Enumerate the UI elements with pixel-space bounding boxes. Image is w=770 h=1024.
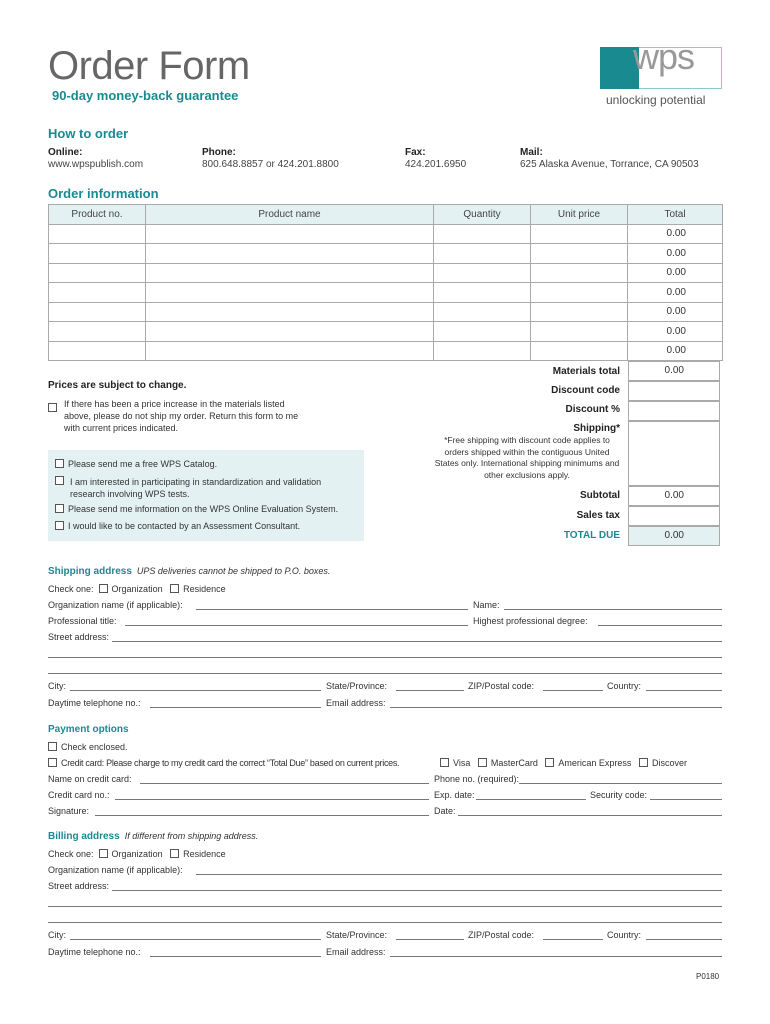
fax-value: 424.201.6950 bbox=[405, 159, 467, 170]
shipping-note: *Free shipping with discount code applies to orders shipped within the contiguous United States only. International shipping minimums and other exclusions apply. bbox=[434, 435, 620, 480]
table-row bbox=[49, 341, 723, 361]
exp-date-label: Exp. date: bbox=[434, 790, 475, 800]
bill-street-label: Street address: bbox=[48, 881, 110, 891]
visa-checkbox[interactable] bbox=[440, 758, 449, 767]
bill-country-field[interactable] bbox=[646, 939, 722, 940]
fax-label: Fax: bbox=[405, 147, 426, 158]
total-cell: 0.00 bbox=[628, 283, 723, 303]
discover-checkbox[interactable] bbox=[639, 758, 648, 767]
ship-street-line-2[interactable] bbox=[48, 657, 722, 658]
materials-total-label: Materials total bbox=[552, 366, 620, 377]
billing-heading: Billing address bbox=[48, 831, 120, 842]
consultant-option[interactable] bbox=[55, 521, 300, 531]
shipping-note: UPS deliveries cannot be shipped to P.O. boxes. bbox=[136, 566, 331, 576]
consultant-option-label: I would like to be contacted by an Assessment Consultant. bbox=[68, 521, 301, 531]
ship-city-field[interactable] bbox=[70, 690, 321, 691]
bill-phone-label: Daytime telephone no.: bbox=[48, 947, 141, 957]
pay-phone-field[interactable] bbox=[519, 783, 722, 784]
table-row bbox=[49, 302, 723, 322]
organization-checkbox[interactable] bbox=[99, 849, 108, 858]
check-enclosed-option[interactable] bbox=[48, 742, 128, 752]
online-value[interactable]: www.wpspublish.com bbox=[48, 159, 144, 170]
ship-degree-label: Highest professional degree: bbox=[473, 616, 588, 626]
order-table-header bbox=[49, 205, 723, 225]
sales-tax-label: Sales tax bbox=[576, 510, 620, 521]
residence-checkbox[interactable] bbox=[170, 584, 179, 593]
security-code-label: Security code: bbox=[590, 790, 648, 800]
billing-note: If different from shipping address. bbox=[124, 831, 259, 841]
ship-street-field[interactable] bbox=[112, 641, 722, 642]
mail-label: Mail: bbox=[520, 147, 543, 158]
mastercard-label: MasterCard bbox=[490, 758, 538, 768]
total-cell: 0.00 bbox=[628, 263, 723, 283]
total-cell: 0.00 bbox=[628, 224, 723, 244]
shipping-field[interactable] bbox=[628, 421, 720, 486]
subtotal-value: 0.00 bbox=[628, 486, 720, 506]
phone-value: 800.648.8857 or 424.201.8800 bbox=[202, 159, 339, 170]
page-title: Order Form bbox=[48, 44, 250, 88]
ship-zip-label: ZIP/Postal code: bbox=[468, 681, 535, 691]
product-name-cell[interactable] bbox=[146, 244, 434, 264]
bill-state-field[interactable] bbox=[396, 939, 464, 940]
discount-code-field[interactable] bbox=[628, 381, 720, 401]
shipping-heading-row bbox=[48, 566, 330, 577]
unit-price-cell[interactable] bbox=[531, 224, 628, 244]
billing-check-one bbox=[48, 849, 226, 859]
phone-label: Phone: bbox=[202, 147, 236, 158]
quantity-cell[interactable] bbox=[434, 302, 531, 322]
unit-price-cell[interactable] bbox=[531, 263, 628, 283]
discover-label: Discover bbox=[651, 758, 687, 768]
total-cell: 0.00 bbox=[628, 244, 723, 264]
order-table bbox=[48, 204, 723, 361]
ship-email-label: Email address: bbox=[326, 698, 386, 708]
unit-price-cell[interactable] bbox=[531, 341, 628, 361]
card-no-field[interactable] bbox=[115, 799, 429, 800]
quantity-cell[interactable] bbox=[434, 263, 531, 283]
price-increase-text: If there has been a price increase in the materials listed above, please do not ship my order. Return this form to me with current prices indicated. bbox=[64, 399, 299, 433]
total-due-label: TOTAL DUE bbox=[563, 530, 620, 541]
ship-phone-field[interactable] bbox=[150, 707, 321, 708]
security-code-field[interactable] bbox=[650, 799, 722, 800]
product-no-cell[interactable] bbox=[49, 263, 146, 283]
col-product-name: Product name bbox=[146, 205, 434, 225]
subtotal-label: Subtotal bbox=[580, 490, 620, 501]
product-name-cell[interactable] bbox=[146, 322, 434, 342]
unit-price-cell[interactable] bbox=[531, 302, 628, 322]
quantity-cell[interactable] bbox=[434, 322, 531, 342]
online-eval-option[interactable] bbox=[55, 504, 338, 514]
ship-degree-field[interactable] bbox=[598, 625, 722, 626]
ship-country-label: Country: bbox=[607, 681, 642, 691]
bill-city-field[interactable] bbox=[70, 939, 321, 940]
checkbox-icon[interactable] bbox=[48, 742, 57, 751]
amex-label: American Express bbox=[558, 758, 632, 768]
bill-email-field[interactable] bbox=[390, 956, 722, 957]
check-enclosed-label: Check enclosed. bbox=[61, 742, 128, 752]
col-unit-price: Unit price bbox=[531, 205, 628, 225]
research-option-label: I am interested in participating in standardization and validation research involving WPS tests. bbox=[70, 477, 322, 499]
table-row bbox=[49, 263, 723, 283]
organization-label: Organization bbox=[111, 849, 163, 859]
bill-country-label: Country: bbox=[607, 930, 642, 940]
total-cell: 0.00 bbox=[628, 341, 723, 361]
name-on-card-field[interactable] bbox=[140, 783, 429, 784]
table-row bbox=[49, 322, 723, 342]
pay-phone-label: Phone no. (required): bbox=[434, 774, 520, 784]
credit-card-option[interactable] bbox=[48, 758, 399, 768]
bill-zip-field[interactable] bbox=[543, 939, 603, 940]
page-subtitle: 90-day money-back guarantee bbox=[52, 88, 239, 103]
name-on-card-label: Name on credit card: bbox=[48, 774, 132, 784]
ship-street-label: Street address: bbox=[48, 632, 110, 642]
card-types bbox=[440, 758, 687, 768]
col-product-no: Product no. bbox=[49, 205, 146, 225]
checkbox-icon[interactable] bbox=[55, 476, 64, 485]
col-total: Total bbox=[628, 205, 723, 225]
checkbox-icon[interactable] bbox=[55, 504, 64, 513]
date-field[interactable] bbox=[458, 815, 722, 816]
checkbox-icon[interactable] bbox=[48, 403, 57, 412]
bill-state-label: State/Province: bbox=[326, 930, 388, 940]
bill-org-name-label: Organization name (if applicable): bbox=[48, 865, 183, 875]
residence-checkbox[interactable] bbox=[170, 849, 179, 858]
card-no-label: Credit card no.: bbox=[48, 790, 110, 800]
check-one-label: Check one: bbox=[48, 584, 94, 594]
table-row bbox=[49, 224, 723, 244]
total-due-value: 0.00 bbox=[628, 526, 720, 546]
bill-org-name-field[interactable] bbox=[196, 874, 722, 875]
product-name-cell[interactable] bbox=[146, 283, 434, 303]
unit-price-cell[interactable] bbox=[531, 244, 628, 264]
residence-label: Residence bbox=[183, 584, 226, 594]
billing-heading-row bbox=[48, 831, 258, 842]
quantity-cell[interactable] bbox=[434, 224, 531, 244]
discount-pct-label: Discount % bbox=[565, 404, 620, 415]
ship-title-field[interactable] bbox=[125, 625, 468, 626]
form-code: P0180 bbox=[696, 972, 720, 981]
ship-name-field[interactable] bbox=[504, 609, 722, 610]
quantity-cell[interactable] bbox=[434, 244, 531, 264]
ship-zip-field[interactable] bbox=[543, 690, 603, 691]
ship-org-name-label: Organization name (if applicable): bbox=[48, 600, 183, 610]
signature-label: Signature: bbox=[48, 806, 90, 816]
online-label: Online: bbox=[48, 147, 83, 158]
ship-org-name-field[interactable] bbox=[196, 609, 468, 610]
ship-street-line-3[interactable] bbox=[48, 673, 722, 674]
payment-heading: Payment options bbox=[48, 724, 129, 735]
product-name-cell[interactable] bbox=[146, 341, 434, 361]
ship-phone-label: Daytime telephone no.: bbox=[48, 698, 141, 708]
quantity-cell[interactable] bbox=[434, 283, 531, 303]
residence-label: Residence bbox=[183, 849, 226, 859]
ship-country-field[interactable] bbox=[646, 690, 722, 691]
product-no-cell[interactable] bbox=[49, 322, 146, 342]
research-option[interactable] bbox=[55, 476, 68, 486]
signature-field[interactable] bbox=[95, 815, 429, 816]
sales-tax-field[interactable] bbox=[628, 506, 720, 526]
date-label: Date: bbox=[434, 806, 456, 816]
unit-price-cell[interactable] bbox=[531, 322, 628, 342]
materials-total-value: 0.00 bbox=[628, 361, 720, 381]
mastercard-checkbox[interactable] bbox=[478, 758, 487, 767]
ship-name-label: Name: bbox=[473, 600, 500, 610]
bill-street-line-3[interactable] bbox=[48, 922, 722, 923]
ship-state-field[interactable] bbox=[396, 690, 464, 691]
bill-email-label: Email address: bbox=[326, 947, 386, 957]
prices-heading: Prices are subject to change. bbox=[48, 380, 187, 391]
price-increase-checkbox[interactable] bbox=[48, 398, 61, 416]
col-quantity: Quantity bbox=[434, 205, 531, 225]
organization-checkbox[interactable] bbox=[99, 584, 108, 593]
product-no-cell[interactable] bbox=[49, 244, 146, 264]
checkbox-icon[interactable] bbox=[55, 459, 64, 468]
total-cell: 0.00 bbox=[628, 322, 723, 342]
logo-tagline: unlocking potential bbox=[606, 93, 706, 107]
ship-state-label: State/Province: bbox=[326, 681, 388, 691]
product-no-cell[interactable] bbox=[49, 283, 146, 303]
table-row bbox=[49, 283, 723, 303]
exp-date-field[interactable] bbox=[476, 799, 586, 800]
product-no-cell[interactable] bbox=[49, 224, 146, 244]
bill-street-field[interactable] bbox=[112, 890, 722, 891]
table-row bbox=[49, 244, 723, 264]
product-name-cell[interactable] bbox=[146, 224, 434, 244]
bill-city-label: City: bbox=[48, 930, 66, 940]
shipping-check-one bbox=[48, 584, 226, 594]
ship-city-label: City: bbox=[48, 681, 66, 691]
checkbox-icon[interactable] bbox=[48, 758, 57, 767]
ship-title-label: Professional title: bbox=[48, 616, 117, 626]
mail-value: 625 Alaska Avenue, Torrance, CA 90503 bbox=[520, 159, 699, 170]
bill-street-line-2[interactable] bbox=[48, 906, 722, 907]
bill-phone-field[interactable] bbox=[150, 956, 321, 957]
catalog-option-label: Please send me a free WPS Catalog. bbox=[68, 459, 218, 469]
product-name-cell[interactable] bbox=[146, 263, 434, 283]
check-one-label: Check one: bbox=[48, 849, 94, 859]
organization-label: Organization bbox=[111, 584, 163, 594]
shipping-label: Shipping* bbox=[573, 423, 620, 434]
discount-pct-field[interactable] bbox=[628, 401, 720, 421]
product-no-cell[interactable] bbox=[49, 302, 146, 322]
checkbox-icon[interactable] bbox=[55, 521, 64, 530]
shipping-heading: Shipping address bbox=[48, 566, 132, 577]
logo-text: wps bbox=[633, 36, 695, 77]
unit-price-cell[interactable] bbox=[531, 283, 628, 303]
product-name-cell[interactable] bbox=[146, 302, 434, 322]
amex-checkbox[interactable] bbox=[545, 758, 554, 767]
total-cell: 0.00 bbox=[628, 302, 723, 322]
ship-email-field[interactable] bbox=[390, 707, 722, 708]
bill-zip-label: ZIP/Postal code: bbox=[468, 930, 535, 940]
visa-label: Visa bbox=[453, 758, 471, 768]
quantity-cell[interactable] bbox=[434, 341, 531, 361]
how-to-order-heading: How to order bbox=[48, 126, 129, 141]
product-no-cell[interactable] bbox=[49, 341, 146, 361]
order-info-heading: Order information bbox=[48, 186, 159, 201]
discount-code-label: Discount code bbox=[551, 385, 620, 396]
catalog-option[interactable] bbox=[55, 459, 217, 469]
online-eval-option-label: Please send me information on the WPS Online Evaluation System. bbox=[68, 504, 339, 514]
credit-card-label: Credit card: Please charge to my credit card the correct “Total Due” based on current prices. bbox=[61, 758, 400, 768]
